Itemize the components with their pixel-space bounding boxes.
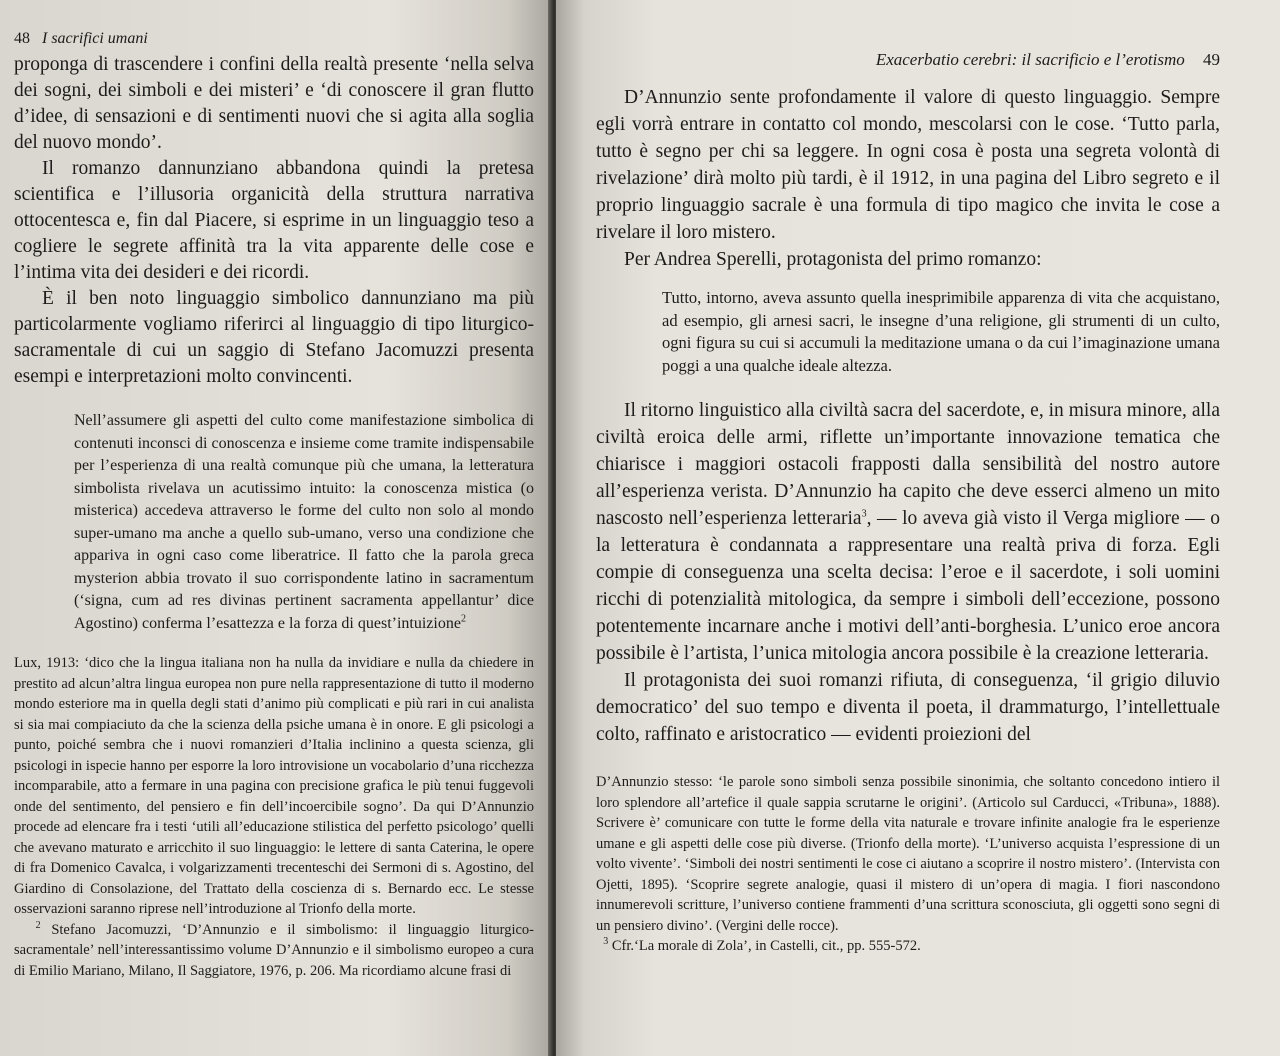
footnote-3 (596, 936, 1220, 957)
right-block-quote (662, 287, 1220, 377)
right-running-head (596, 50, 1220, 70)
footnote-ref: 2 (460, 613, 466, 625)
footnote-number: 2 (35, 919, 41, 931)
paragraph: Per Andrea Sperelli, protagonista del primo romanzo: (624, 249, 1042, 270)
paragraph: D’Annunzio sente profondamente il valore di questo linguaggio. Sempre egli vorrà entrare in contatto col mondo, mescolarsi con le cose. ‘Tutto parla, tutto è segno per chi sa leggere. In ogni cosa è posta una segreta volontà di rivelazione’ dirà molto più tardi, è il 1912, in una pagina del Libro segreto e il proprio linguaggio sacrale è una formula di tipo magico che invita le cose a rivelare il loro mistero. (596, 87, 1220, 243)
left-body-text (14, 52, 534, 390)
quote-text: Tutto, intorno, aveva assunto quella inesprimibile apparenza di vita che acquistano, ad esempio, gli arnesi sacri, le insegne d’una religione, gli strumenti di un culto, ogni figura su cui si accumuli la meditazione umana o da cui l’imaginazione umana poggi a una qualche ideale altezza. (662, 288, 1220, 375)
paragraph-text: Il ritorno linguistico alla civiltà sacra del sacerdote, e, in misura minore, alla civiltà eroica delle armi, riflette un’importante innovazione tematica che chiarisce i maggiori ostacoli frapposti dalla sensibilità del nostro autore all’esperienza verista. D’Annunzio ha capito che deve esserci almeno un mito nascosto nell’esperienza letteraria (596, 400, 1220, 529)
right-body-text-2 (596, 397, 1220, 748)
left-running-title: I sacrifici umani (42, 30, 148, 47)
paragraph: Il romanzo dannunziano abbandona quindi la pretesa scientifica e l’illusoria organicità della struttura narrativa ottocentesca e, fin dal Piacere, si esprime in un linguaggio teso a cogliere le segrete affinità tra la vita apparente delle cose e l’intima vita dei desideri e dei ricordi. (14, 158, 534, 283)
right-running-title: Exacerbatio cerebri: il sacrificio e l’erotismo (875, 50, 1185, 69)
right-page (556, 0, 1280, 1056)
paragraph-text: , — lo aveva già visto il Verga migliore — o la letteratura è condannata a rappresentare una realtà priva di forza. Egli compie di conseguenza una scelta decisa: l’eroe e il sacerdote, i soli uomini ricchi di potenzialità mitologica, da sempre i simboli dell’eccezione, possono potentemente incarnare anche i motivi dell’anti-borghesia. L’unico eroe ancora possibile è l’artista, l’unica mitologia ancora possibile è la creazione letteraria. (596, 508, 1220, 664)
footnote-ref: 3 (861, 508, 867, 520)
left-block-quote (74, 410, 534, 635)
footnote-number: 3 (603, 936, 609, 948)
left-running-head (14, 30, 534, 48)
footnote-2 (14, 920, 534, 982)
left-page-number: 48 (14, 30, 30, 47)
footnote-text: Cfr.‘La morale di Zola’, in Castelli, cit., pp. 555-572. (611, 938, 921, 954)
right-page-number: 49 (1203, 50, 1220, 69)
quote-paragraph (74, 410, 534, 635)
footnote-text: Stefano Jacomuzzi, ‘D’Annunzio e il simbolismo: il linguaggio liturgico-sacramentale’ nell’interessantissimo volume D’Annunzio e il simbolismo europeo a cura di Emilio Mariano, Milano, Il Saggiatore, 1976, p. 206. Ma ricordiamo alcune frasi di (14, 921, 534, 979)
right-body-text (596, 84, 1220, 273)
quote-text: Nell’assumere gli aspetti del culto come manifestazione simbolica di contenuti inconsci di conoscenza e insieme come tramite indispensabile per l’esperienza di una realtà comunque più che umana, la letteratura simbolista rivelava un acutissimo intuito: la conoscenza mistica (o misterica) accedeva attraverso le forme del culto non solo al mondo super-umano ma anche a quello sub-umano, verso una condizione che appariva in ogni caso come liberatrice. Il fatto che la parola greca mysterion abbia trovato il suo corrispondente latino in sacramentum (‘signa, cum ad res divinas pertinent sacramenta appellantur’ dice Agostino) conferma l’esattezza e la forza di quest’intuizione (74, 412, 534, 632)
paragraph (596, 397, 1220, 667)
paragraph: proponga di trascendere i confini della realtà presente ‘nella selva dei sogni, dei simboli e dei misteri’ e ‘di conoscere il gran flutto d’idee, di sensazioni e di sentimenti nuovi che si agita alla soglia del nuovo mondo’. (14, 54, 534, 153)
left-page (0, 0, 552, 1056)
paragraph: È il ben noto linguaggio simbolico dannunziano ma più particolarmente vogliamo riferirci al linguaggio di tipo liturgico-sacramentale di cui un saggio di Stefano Jacomuzzi presenta esempi e interpretazioni molto convincenti. (14, 288, 534, 387)
left-footnotes (14, 653, 534, 981)
footnote: D’Annunzio stesso: ‘le parole sono simboli senza possibile sinonimia, che soltanto concedono intiero il loro splendore all’artefice il quale sappia scrutarne le origini’. (Articolo sul Carducci, «Tribuna», 1888). Scrivere è’ comunicare con tutte le forme della vita naturale e trovare infinite analogie fra le esperienze umane e gli aspetti delle cose più diverse. (Trionfo della morte). ‘L’universo acquista l’espressione di un volto vivente’. ‘Simboli dei nostri sentimenti le cose ci aiutano a scoprire il nostro mistero’. (Intervista con Ojetti, 1895). ‘Scoprire segrete analogie, quasi il mistero di un’opera di magia. I fiori nascondono innumerevoli scritture, l’universo contiene frammenti d’una scrittura sconosciuta, gli oggetti sono segni di un pensiero divino’. (Vergini delle rocce). (596, 774, 1220, 934)
footnote: Lux, 1913: ‘dico che la lingua italiana non ha nulla da invidiare e nulla da chiedere in prestito ad alcun’altra lingua europea non pure nella rappresentazione di tutto il moderno mondo esteriore ma in quella degli stati d’animo più complicati e più rari in cui analista si sia mai compiaciuto da che la scienza della psiche umana è in onore. E gli psicologi a punto, poiché sembra che i nuovi romanzieri d’Italia inclinino a questa scienza, gli psicologi in ispecie hanno per esporre la loro introvisione un vocabolario d’una ricchezza incomparabile, atto a fermare in una pagina con precisione grafica le più tenui fuggevoli onde del sentimento, del pensiero e fin dell’incoercibile sogno’. Da qui D’Annunzio procede ad elencare fra i testi ‘utili all’educazione stilistica del perfetto psicologo’ quelli che avevano maturato e arricchito il suo linguaggio: le lettere di santa Caterina, le opere di fra Domenico Cavalca, i volgarizzamenti trecenteschi dei Sermoni di s. Agostino, del Giardino di Consolazione, del Trattato della coscienza di s. Bernardo ecc. Le stesse osservazioni saranno riprese nell’introduzione al Trionfo della morte. (14, 655, 534, 917)
paragraph: Il protagonista dei suoi romanzi rifiuta, di conseguenza, ‘il grigio diluvio democratico’ del suo tempo e diventa il poeta, il drammaturgo, l’intellettuale colto, raffinato e aristocratico — evidenti proiezioni del (596, 670, 1220, 745)
right-footnotes (596, 772, 1220, 957)
